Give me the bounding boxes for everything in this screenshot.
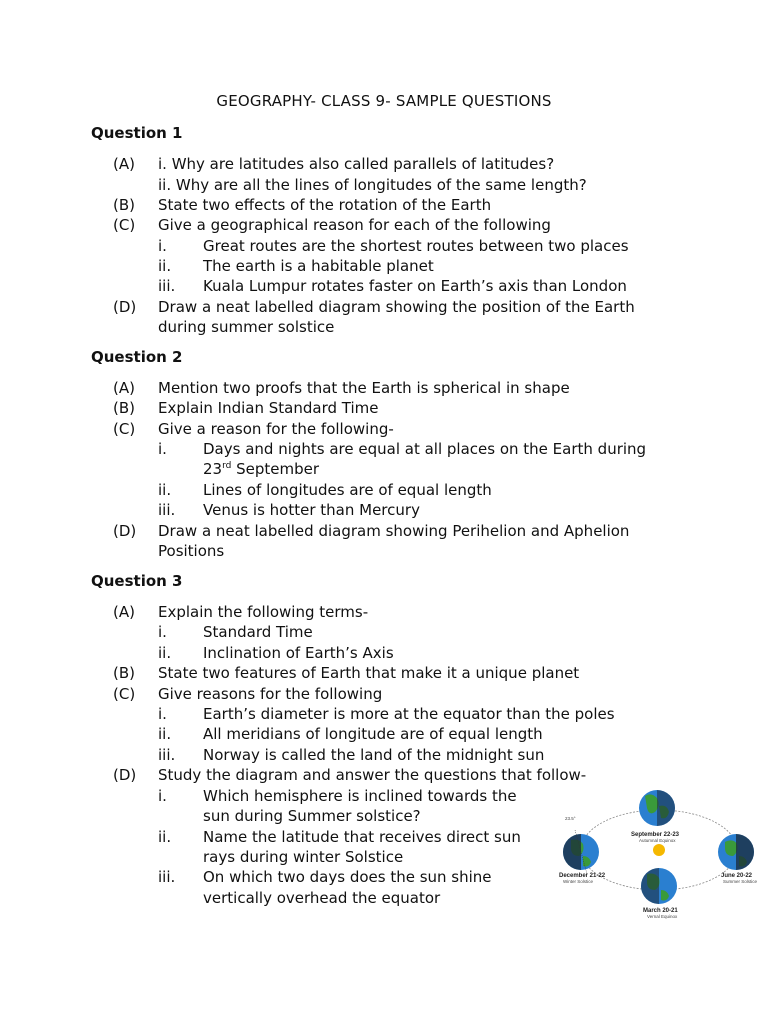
q1-c-ii-text: The earth is a habitable planet <box>203 257 434 275</box>
q2-c-i-day: 23 <box>203 460 223 478</box>
q3-c-i-text: Earth’s diameter is more at the equator than the poles <box>203 705 615 723</box>
q1-c-i-number: i. <box>158 237 167 255</box>
q2-d-text-2: Positions <box>158 542 225 560</box>
q3-a-ii-number: ii. <box>158 644 172 662</box>
q1-d-label: (D) <box>113 298 137 316</box>
q1-c-text: Give a geographical reason for each of the following <box>158 216 551 234</box>
q3-d-iii-text-2: vertically overhead the equator <box>203 889 441 907</box>
september-sublabel: Autumnal Equinox <box>639 838 676 843</box>
q2-b-line <box>0 398 768 418</box>
q3-a-line <box>0 602 768 622</box>
q2-c-text: Give a reason for the following- <box>158 420 394 438</box>
q1-a-text-2: ii. Why are all the lines of longitudes of the same length? <box>158 176 587 194</box>
q2-a-text: Mention two proofs that the Earth is spherical in shape <box>158 379 570 397</box>
q1-d-text-2: during summer solstice <box>158 318 335 336</box>
june-sublabel: Summer Solstice <box>723 879 758 884</box>
q2-d-line-1 <box>0 521 768 541</box>
q3-a-ii-line <box>0 643 768 663</box>
q1-c-line <box>0 215 768 235</box>
q1-d-text-1: Draw a neat labelled diagram showing the position of the Earth <box>158 298 635 316</box>
q1-b-text: State two effects of the rotation of the Earth <box>158 196 492 214</box>
q3-d-i-text-2: sun during Summer solstice? <box>203 807 421 825</box>
june-label: June 20-22 <box>721 873 753 879</box>
q1-c-ii-number: ii. <box>158 257 172 275</box>
sun-icon <box>653 844 665 856</box>
q2-a-line <box>0 378 768 398</box>
question-1-heading: Question 1 <box>91 124 183 142</box>
q3-c-text: Give reasons for the following <box>158 685 383 703</box>
q3-c-iii-number: iii. <box>158 746 176 764</box>
q3-a-label: (A) <box>113 603 135 621</box>
q3-a-i-line <box>0 622 768 642</box>
march-label: March 20-21 <box>643 908 678 914</box>
q3-d-i-text-1: Which hemisphere is inclined towards the <box>203 787 517 805</box>
earth-seasons-diagram <box>553 786 763 926</box>
q2-c-ii-number: ii. <box>158 481 172 499</box>
q1-d-line-2 <box>0 317 768 337</box>
q2-c-iii-text: Venus is hotter than Mercury <box>203 501 420 519</box>
earth-september <box>639 786 677 830</box>
q3-d-i-number: i. <box>158 787 167 805</box>
december-label: December 21-22 <box>559 873 606 879</box>
q2-c-label: (C) <box>113 420 136 438</box>
q1-c-label: (C) <box>113 216 136 234</box>
q1-c-iii-text: Kuala Lumpur rotates faster on Earth’s axis than London <box>203 277 627 295</box>
q3-a-i-number: i. <box>158 623 167 641</box>
q1-c-i-line <box>0 236 768 256</box>
q2-d-line-2 <box>0 541 768 561</box>
december-sublabel: Winter Solstice <box>563 879 594 884</box>
q1-c-i-text: Great routes are the shortest routes between two places <box>203 237 629 255</box>
q3-b-line <box>0 663 768 683</box>
q3-c-ii-text: All meridians of longitude are of equal length <box>203 725 543 743</box>
q3-d-iii-text-1: On which two days does the sun shine <box>203 868 492 886</box>
q2-c-i-line-2 <box>0 459 768 479</box>
earth-march <box>639 868 677 908</box>
q3-d-text: Study the diagram and answer the questions that follow- <box>158 766 587 784</box>
q3-a-ii-text: Inclination of Earth’s Axis <box>203 644 394 662</box>
q1-c-ii-line <box>0 256 768 276</box>
q2-c-ii-line <box>0 480 768 500</box>
q2-d-label: (D) <box>113 522 137 540</box>
q1-b-line <box>0 195 768 215</box>
page-title: GEOGRAPHY- CLASS 9- SAMPLE QUESTIONS <box>216 92 552 110</box>
q2-c-iii-number: iii. <box>158 501 176 519</box>
q2-c-i-text-1: Days and nights are equal at all places on the Earth during <box>203 440 647 458</box>
q3-c-label: (C) <box>113 685 136 703</box>
march-sublabel: Vernal Equinox <box>647 914 678 919</box>
earth-june <box>718 832 756 872</box>
q3-b-label: (B) <box>113 664 135 682</box>
q3-a-i-text: Standard Time <box>203 623 313 641</box>
q2-c-i-line-1 <box>0 439 768 459</box>
q2-c-i-text-2 <box>203 459 319 479</box>
q3-c-iii-line <box>0 745 768 765</box>
q2-c-ii-text: Lines of longitudes are of equal length <box>203 481 492 499</box>
q2-c-i-month: September <box>231 460 320 478</box>
september-label: September 22-23 <box>631 832 680 838</box>
q3-d-line <box>0 765 768 785</box>
q3-c-iii-text: Norway is called the land of the midnight sun <box>203 746 545 764</box>
q3-c-ii-line <box>0 724 768 744</box>
tilt-label: 23.5° <box>565 816 576 821</box>
q2-b-label: (B) <box>113 399 135 417</box>
q3-d-iii-number: iii. <box>158 868 176 886</box>
q3-c-i-line <box>0 704 768 724</box>
q2-b-text: Explain Indian Standard Time <box>158 399 379 417</box>
q3-d-ii-text-1: Name the latitude that receives direct sun <box>203 828 521 846</box>
q2-c-i-ordinal: rd <box>222 461 232 471</box>
q3-d-ii-text-2: rays during winter Solstice <box>203 848 404 866</box>
q2-c-i-number: i. <box>158 440 167 458</box>
q3-c-i-number: i. <box>158 705 167 723</box>
q3-d-ii-number: ii. <box>158 828 172 846</box>
q2-a-label: (A) <box>113 379 135 397</box>
q3-c-line <box>0 684 768 704</box>
q1-d-line-1 <box>0 297 768 317</box>
question-3-heading: Question 3 <box>91 572 183 590</box>
q1-a-text-1: i. Why are latitudes also called parallels of latitudes? <box>158 155 555 173</box>
q1-a-label: (A) <box>113 155 135 173</box>
q1-a-line-1 <box>0 154 768 174</box>
q2-d-text-1: Draw a neat labelled diagram showing Perihelion and Aphelion <box>158 522 630 540</box>
q3-a-text: Explain the following terms- <box>158 603 369 621</box>
q1-c-iii-number: iii. <box>158 277 176 295</box>
earth-december <box>561 830 599 874</box>
q3-d-label: (D) <box>113 766 137 784</box>
q2-c-line <box>0 419 768 439</box>
q3-c-ii-number: ii. <box>158 725 172 743</box>
q1-b-label: (B) <box>113 196 135 214</box>
q1-c-iii-line <box>0 276 768 296</box>
question-2-heading: Question 2 <box>91 348 183 366</box>
q3-b-text: State two features of Earth that make it a unique planet <box>158 664 580 682</box>
q1-a-line-2 <box>0 175 768 195</box>
q2-c-iii-line <box>0 500 768 520</box>
